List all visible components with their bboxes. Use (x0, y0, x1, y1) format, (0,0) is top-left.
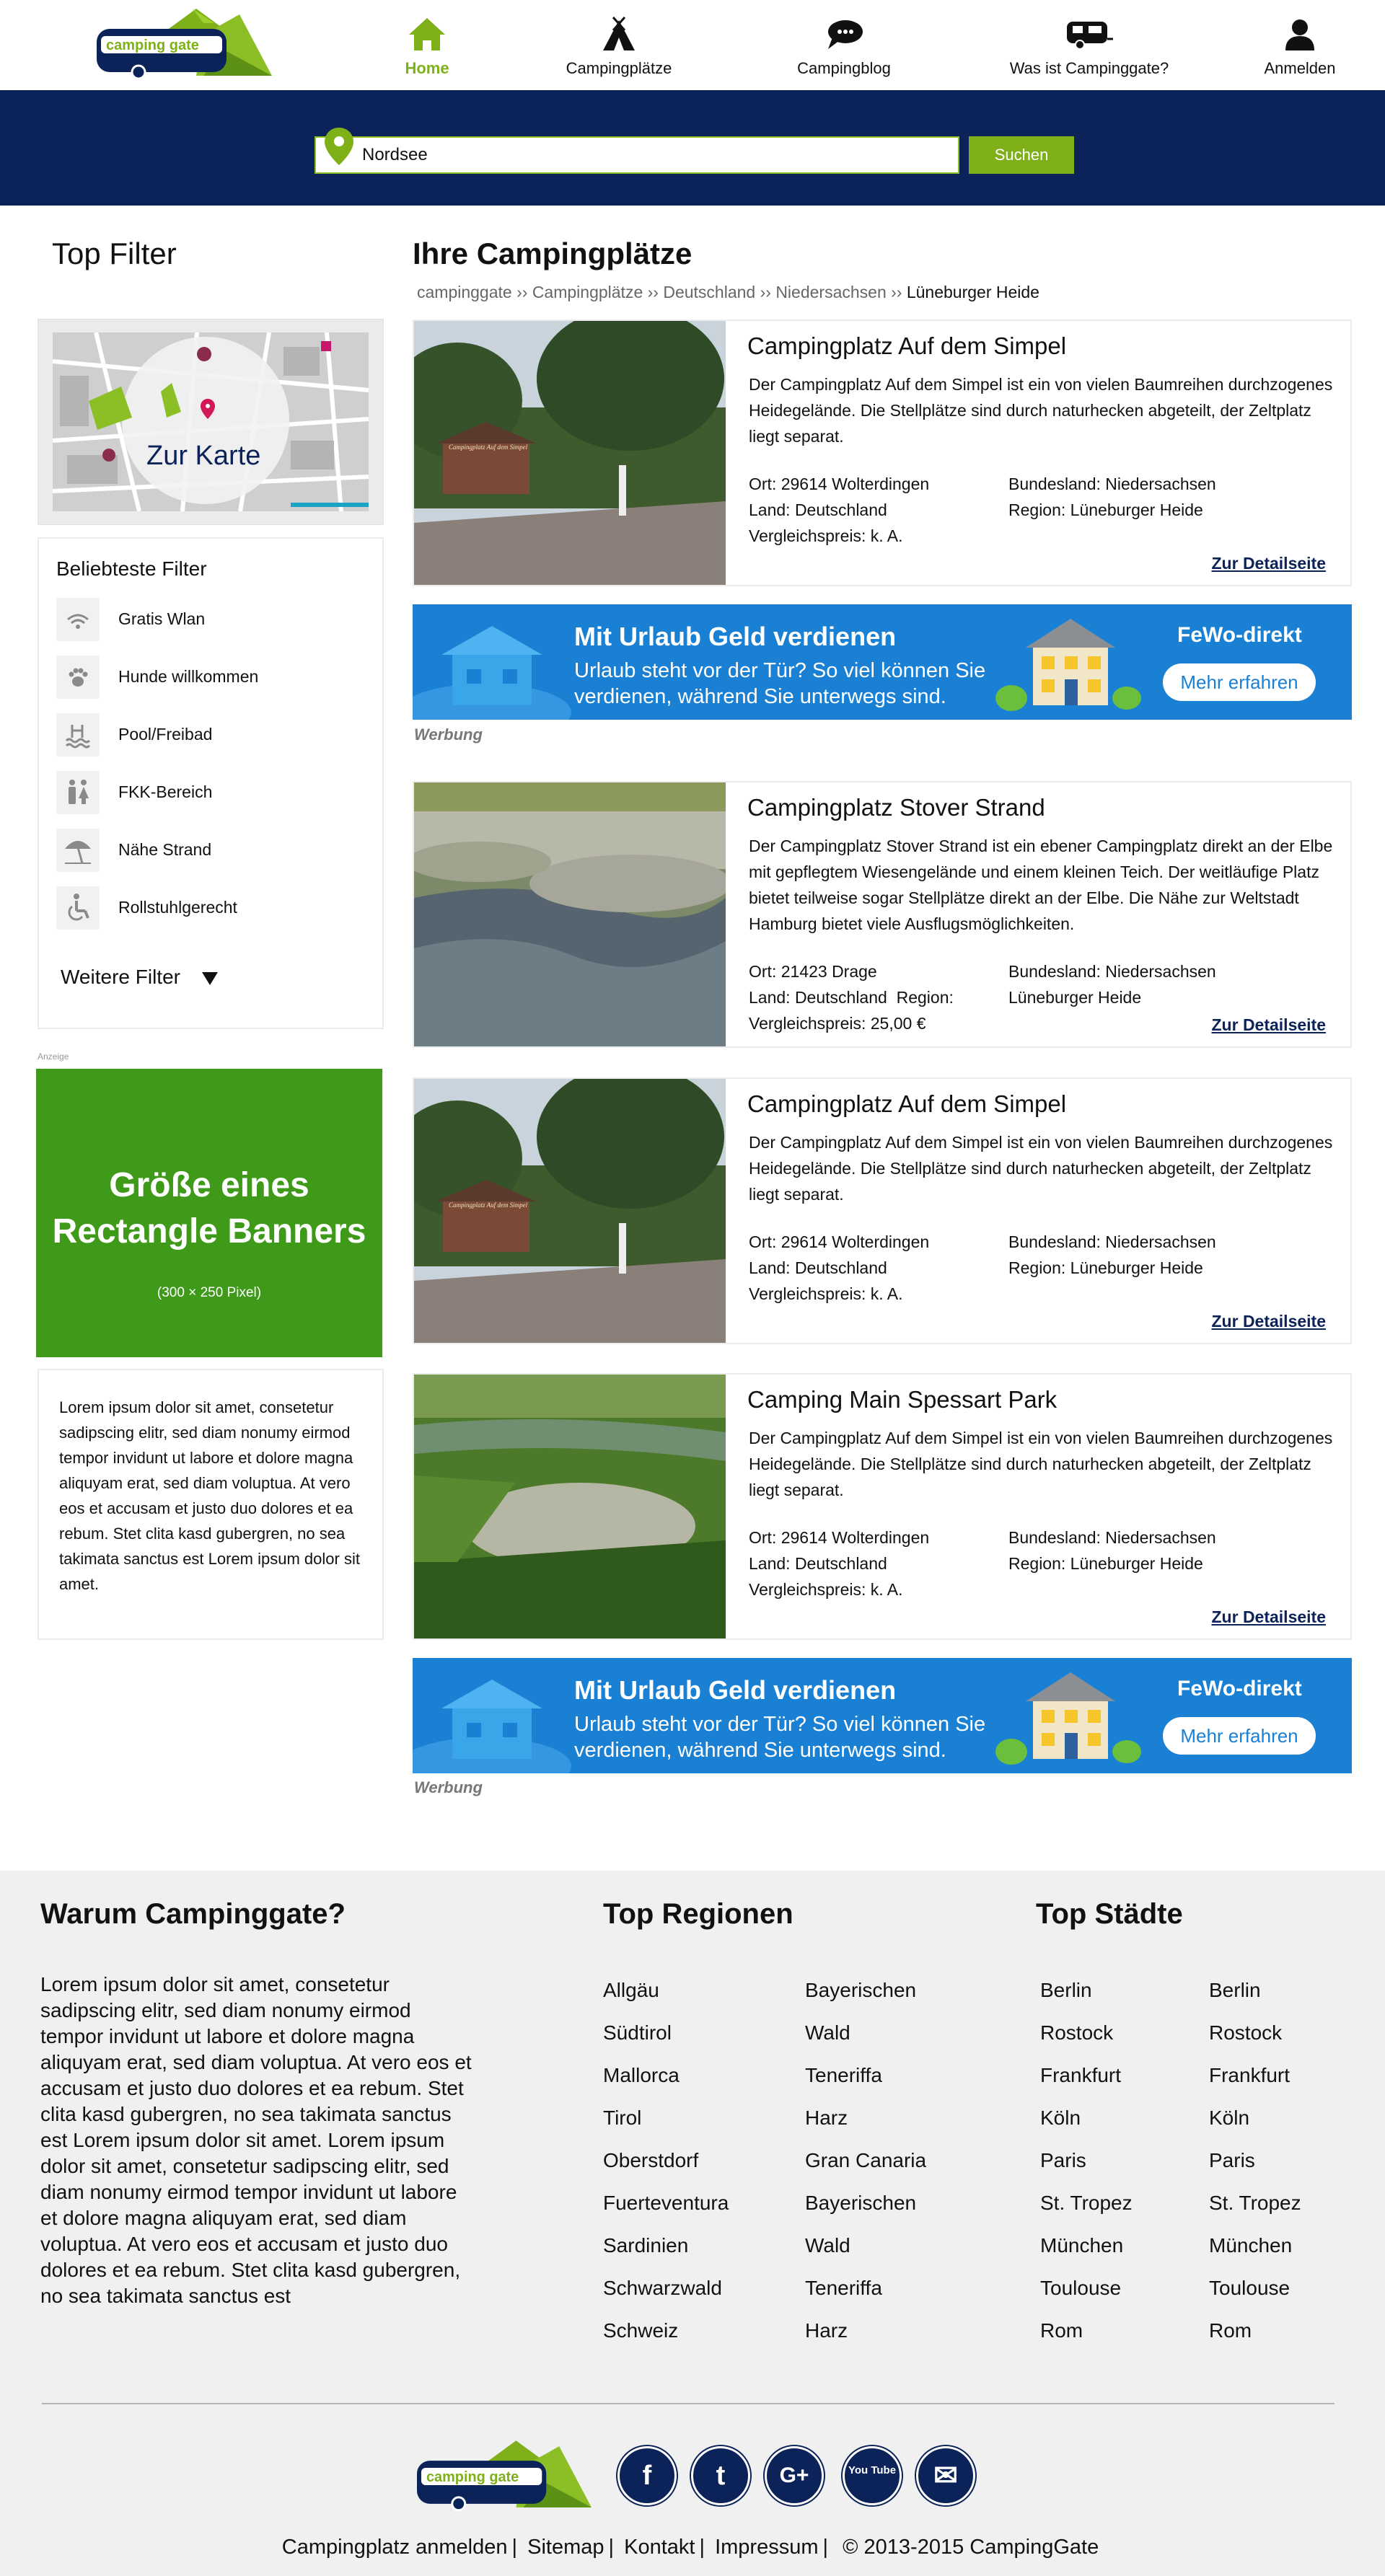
campsite-preis: Vergleichspreis: k. A. (749, 526, 903, 545)
campsite-bundesland: Bundesland: Niedersachsen (1008, 1528, 1216, 1547)
google-plus-icon[interactable]: G+ (765, 2446, 824, 2505)
pool-icon (56, 713, 100, 757)
footer-cities-list-1 (1040, 1969, 1133, 2352)
region-link[interactable]: Fuerteventura (603, 2192, 729, 2214)
campsite-preis: Vergleichspreis: k. A. (749, 1580, 903, 1599)
campsite-ort: Ort: 29614 Wolterdingen (749, 475, 930, 493)
campsite-land: Land: Deutschland (749, 1258, 887, 1277)
mail-icon[interactable]: ✉ (916, 2446, 975, 2505)
breadcrumb-separator: ›› (511, 283, 532, 301)
facebook-icon[interactable]: f (617, 2446, 677, 2505)
ad-title: Mit Urlaub Geld verdienen (574, 622, 897, 651)
campsite-bundesland: Bundesland: Niedersachsen (1008, 962, 1216, 981)
ad-label: Werbung (414, 725, 483, 744)
breadcrumb-current: Lüneburger Heide (906, 283, 1039, 301)
filter-card (38, 537, 384, 1029)
campsite-preis: Vergleichspreis: k. A. (749, 1284, 903, 1303)
top-filter-title: Top Filter (52, 237, 177, 270)
footer-link-sitemap[interactable]: Sitemap (527, 2536, 604, 2559)
wheelchair-icon (56, 886, 100, 930)
campsite-bundesland: Bundesland: Niedersachsen (1008, 1232, 1216, 1251)
campsite-card[interactable] (413, 1077, 1352, 1344)
campsite-preis: Vergleichspreis: 25,00 € (749, 1014, 926, 1033)
campsite-title[interactable]: Campingplatz Auf dem Simpel (747, 1090, 1067, 1117)
city-link[interactable]: Köln (1209, 2107, 1250, 2129)
campsite-land-region (749, 984, 954, 1010)
ad-cta-button[interactable]: Mehr erfahren (1163, 1717, 1316, 1755)
city-link[interactable]: Rostock (1209, 2021, 1283, 2044)
ad-note: Anzeige (38, 1051, 69, 1062)
region-link[interactable]: Harz (805, 2319, 848, 2342)
footer-links (0, 2536, 1385, 2559)
nav-home[interactable] (333, 16, 521, 78)
region-link[interactable]: Teneriffa (805, 2277, 882, 2299)
campsite-meta (749, 1229, 929, 1307)
rectangle-banner-title-line1: Größe eines (109, 1166, 309, 1204)
campsite-photo[interactable] (414, 321, 726, 585)
filter-hunde-willkommen[interactable] (56, 656, 359, 699)
filter-label: FKK-Bereich (118, 782, 213, 801)
campsite-photo[interactable] (414, 782, 726, 1046)
ad-label: Werbung (414, 1778, 483, 1796)
campsite-card[interactable] (413, 1373, 1352, 1640)
site-footer (0, 1871, 1385, 2576)
campsite-region: Region: Lüneburger Heide (1008, 1554, 1203, 1573)
footer-link-separator: | (699, 2536, 705, 2559)
umbrella-icon (56, 829, 100, 872)
city-link[interactable]: Köln (1040, 2107, 1081, 2129)
campsite-card[interactable] (413, 319, 1352, 586)
campsite-meta (749, 1525, 929, 1602)
campsite-sign-text: Campingplatz Auf dem Simpel (449, 1201, 528, 1209)
fewo-brand: FeWo-direkt (1177, 623, 1302, 647)
region-link[interactable]: Bayerischen (805, 1979, 917, 2001)
city-link[interactable]: Frankfurt (1209, 2064, 1291, 2086)
people-icon (56, 771, 100, 814)
campsite-title[interactable]: Camping Main Spessart Park (747, 1386, 1058, 1413)
campsite-ort: Ort: 21423 Drage (749, 962, 877, 981)
campsite-sign-text: Campingplatz Auf dem Simpel (449, 444, 528, 451)
filter-label: Pool/Freibad (118, 725, 213, 744)
campsite-region: Region: Lüneburger Heide (1008, 500, 1203, 519)
site-header (0, 0, 1385, 90)
filter-pool-freibad[interactable] (56, 713, 359, 757)
more-filters-toggle[interactable] (61, 966, 218, 989)
region-link[interactable]: Bayerischen (805, 2192, 917, 2214)
detail-link[interactable]: Zur Detailseite (1211, 1312, 1326, 1331)
region-link[interactable]: Oberstdorf (603, 2149, 699, 2171)
paw-icon (56, 656, 100, 699)
filter-fkk-bereich[interactable] (56, 771, 359, 814)
wifi-icon (56, 598, 100, 641)
campsite-description: Der Campingplatz Auf dem Simpel ist ein von vielen Baumreihen durchzogenes Heidegelände. Die Stellplätze sind durch naturhecken abgeteilt, der Zeltplatz liegt separat. (749, 1429, 1333, 1499)
fewo-brand: FeWo-direkt (1177, 1677, 1302, 1701)
breadcrumb-item[interactable]: Campingplätze (532, 283, 643, 301)
city-link[interactable]: Rom (1040, 2319, 1083, 2342)
fewo-ad-banner[interactable] (413, 1658, 1352, 1773)
region-link[interactable]: Mallorca (603, 2064, 680, 2086)
footer-link-impressum[interactable]: Impressum (715, 2536, 819, 2559)
rectangle-banner-subtitle: (300 × 250 Pixel) (157, 1285, 262, 1300)
nav-campingblog[interactable] (750, 16, 938, 78)
filter-naehe-strand[interactable] (56, 829, 359, 872)
page-title: Ihre Campingplätze (413, 237, 692, 270)
campinggate-logo[interactable] (95, 7, 272, 79)
nav-campingblog-label: Campingblog (797, 59, 891, 77)
campsite-bundesland: Bundesland: Niedersachsen (1008, 475, 1216, 493)
city-link[interactable]: St. Tropez (1040, 2192, 1133, 2214)
city-link[interactable]: Frankfurt (1040, 2064, 1122, 2086)
city-link[interactable]: St. Tropez (1209, 2192, 1301, 2214)
nav-home-label: Home (405, 59, 449, 77)
breadcrumb-separator: ›› (643, 283, 664, 301)
campsite-meta-right (1008, 1229, 1216, 1281)
detail-link[interactable]: Zur Detailseite (1211, 1607, 1326, 1626)
user-icon (1280, 16, 1320, 52)
campsite-photo[interactable] (414, 1375, 726, 1638)
city-link[interactable]: Rostock (1040, 2021, 1114, 2044)
region-link[interactable]: Schwarzwald (603, 2277, 722, 2299)
footer-link-separator: | (608, 2536, 615, 2559)
caravan-icon (1064, 16, 1114, 52)
city-link[interactable]: Toulouse (1209, 2277, 1291, 2299)
footer-cities-list-2 (1209, 1969, 1301, 2352)
campsite-description: Der Campingplatz Auf dem Simpel ist ein von vielen Baumreihen durchzogenes Heidegelände. Die Stellplätze sind durch naturhecken abgeteilt, der Zeltplatz liegt separat. (749, 1133, 1333, 1204)
city-link[interactable]: Berlin (1040, 1979, 1092, 2001)
ad-text: Urlaub steht vor der Tür? So viel können Sie verdienen, während Sie unterwegs sind. (574, 659, 986, 708)
campsite-meta (749, 958, 954, 1036)
footer-divider (42, 2403, 1335, 2404)
fewo-ad-banner[interactable] (413, 604, 1352, 720)
campsite-meta-right (1008, 1525, 1216, 1576)
campsite-region: Lüneburger Heide (1008, 988, 1142, 1007)
city-link[interactable]: Rom (1209, 2319, 1252, 2342)
breadcrumb-item[interactable]: campinggate (417, 283, 512, 301)
campsite-ort: Ort: 29614 Wolterdingen (749, 1232, 930, 1251)
campsite-photo[interactable] (414, 1079, 726, 1343)
filter-gratis-wlan[interactable] (56, 598, 359, 641)
location-pin-icon (323, 126, 355, 167)
region-link[interactable]: Gran Canaria (805, 2149, 927, 2171)
nav-was-ist-campinggate-label: Was ist Campinggate? (1009, 59, 1169, 77)
nav-anmelden[interactable] (1206, 16, 1385, 78)
region-link[interactable]: Tirol (603, 2107, 642, 2129)
ad-cta-button[interactable]: Mehr erfahren (1163, 663, 1316, 701)
breadcrumb-item[interactable]: Niedersachsen (775, 283, 887, 301)
breadcrumb-separator: ›› (886, 283, 907, 301)
campsite-title[interactable]: Campingplatz Auf dem Simpel (747, 332, 1067, 359)
city-link[interactable]: Berlin (1209, 1979, 1261, 2001)
svg-text:camping gate: camping gate (426, 2469, 519, 2485)
breadcrumb-separator: ›› (755, 283, 776, 301)
breadcrumb-item[interactable]: Deutschland (663, 283, 756, 301)
chat-bubble-icon (824, 16, 864, 52)
city-link[interactable]: Paris (1209, 2149, 1255, 2171)
city-link[interactable]: Toulouse (1040, 2277, 1122, 2299)
map-thumbnail (53, 332, 369, 511)
footer-link-kontakt[interactable]: Kontakt (624, 2536, 695, 2559)
twitter-icon[interactable]: t (691, 2446, 750, 2505)
city-link[interactable]: München (1209, 2234, 1293, 2257)
region-link[interactable]: Schweiz (603, 2319, 679, 2342)
footer-why-text: Lorem ipsum dolor sit amet, consetetur sadipscing elitr, sed diam nonumy eirmod tempor invidunt ut labore et dolore magna aliquyam erat, sed diam voluptua. At vero eos et accusam et justo duo dolores et ea rebum. Stet clita kasd gubergren, no sea takimata sanctus est Lorem ipsum dolor sit amet. Lorem ipsum dolor sit amet, consetetur sadipscing elitr, sed diam nonumy eirmod tempor invidunt ut labore et dolore magna aliquyam erat, sed diam voluptua. At vero eos et accusam et justo duo dolores et ea rebum. Stet clita kasd gubergren, no sea takimata sanctus est (40, 1973, 472, 2307)
campinggate-logo[interactable] (416, 2439, 592, 2511)
ad-title: Mit Urlaub Geld verdienen (574, 1675, 897, 1705)
campsite-description: Der Campingplatz Stover Strand ist ein ebener Campingplatz direkt an der Elbe mit gepflegtem Wiesengelände und einem kleinen Teich. Der weitläufige Platz bietet teilweise sogar Stellplätze direkt an der Elbe. Die Nähe zur Weltstadt Hamburg bietet viele Ausflugsmöglichkeiten. (749, 837, 1333, 933)
search-bar (0, 90, 1385, 206)
region-link[interactable]: Harz (805, 2107, 848, 2129)
campsite-land: Land: Deutschland (749, 1554, 887, 1573)
svg-text:camping gate: camping gate (106, 38, 199, 53)
region-link[interactable]: Teneriffa (805, 2064, 882, 2086)
nav-campingplaetze[interactable] (525, 16, 713, 78)
detail-link[interactable]: Zur Detailseite (1211, 554, 1326, 573)
filter-label: Gratis Wlan (118, 609, 206, 628)
more-filters-label: Weitere Filter (61, 966, 180, 988)
footer-cities-title: Top Städte (1036, 1898, 1183, 1930)
footer-link-campingplatz-anmelden[interactable]: Campingplatz anmelden (281, 2536, 508, 2559)
map-card[interactable] (38, 319, 384, 525)
campsite-description: Der Campingplatz Auf dem Simpel ist ein von vielen Baumreihen durchzogenes Heidegelände. Die Stellplätze sind durch naturhecken abgeteilt, der Zeltplatz liegt separat. (749, 375, 1333, 446)
footer-link-separator: | (511, 2536, 518, 2559)
search-button[interactable]: Suchen (969, 136, 1074, 174)
sidebar-lorem-text: Lorem ipsum dolor sit amet, consetetur sadipscing elitr, sed diam nonumy eirmod tempor invidunt ut labore et dolore magna aliquyam erat, sed diam voluptua. At vero eos et accusam et justo duo dolores et ea rebum. Stet clita kasd gubergren, no sea takimata sanctus est Lorem ipsum dolor sit amet. (59, 1398, 360, 1593)
youtube-icon[interactable]: You Tube (843, 2446, 902, 2505)
footer-why-title: Warum Campinggate? (40, 1898, 346, 1930)
campsite-meta-right (1008, 471, 1216, 523)
search-field[interactable] (315, 136, 959, 174)
region-link[interactable]: Allgäu (603, 1979, 659, 2001)
nav-anmelden-label: Anmelden (1264, 59, 1336, 77)
map-label: Zur Karte (146, 441, 261, 471)
breadcrumb (417, 283, 1039, 302)
detail-link[interactable]: Zur Detailseite (1211, 1015, 1326, 1034)
triangle-down-icon (202, 972, 218, 985)
city-link[interactable]: Paris (1040, 2149, 1086, 2171)
campsite-region: Region: Lüneburger Heide (1008, 1258, 1203, 1277)
filter-label: Rollstuhlgerecht (118, 898, 237, 917)
nav-was-ist-campinggate[interactable] (995, 16, 1183, 78)
campsite-ort: Ort: 29614 Wolterdingen (749, 1528, 930, 1547)
rectangle-banner-title-line2: Rectangle Banners (52, 1212, 366, 1250)
campsite-title[interactable]: Campingplatz Stover Strand (747, 794, 1045, 821)
footer-link-separator: | (822, 2536, 829, 2559)
filter-rollstuhlgerecht[interactable] (56, 886, 359, 930)
rectangle-banner-title (36, 1163, 382, 1255)
footer-regions-list-2 (805, 1969, 926, 2352)
filter-label: Nähe Strand (118, 840, 212, 859)
campsite-land: Land: Deutschland (749, 988, 887, 1007)
campsite-land: Land: Deutschland (749, 500, 887, 519)
footer-regions-title: Top Regionen (603, 1898, 793, 1930)
campsite-meta-right (1008, 958, 1216, 1010)
search-input[interactable] (362, 138, 954, 172)
ad-text: Urlaub steht vor der Tür? So viel können Sie verdienen, während Sie unterwegs sind. (574, 1713, 986, 1762)
copyright: © 2013-2015 CampingGate (843, 2536, 1099, 2559)
home-icon (407, 16, 447, 52)
filter-title: Beliebteste Filter (56, 557, 207, 580)
campsite-card[interactable] (413, 781, 1352, 1048)
footer-regions-list-1 (603, 1969, 729, 2352)
region-link[interactable]: Wald (805, 2021, 850, 2044)
campsite-meta (749, 471, 929, 549)
region-link[interactable]: Sardinien (603, 2234, 689, 2257)
city-link[interactable]: München (1040, 2234, 1124, 2257)
sidebar-text-card (38, 1369, 384, 1640)
region-link[interactable]: Südtirol (603, 2021, 672, 2044)
filter-label: Hunde willkommen (118, 667, 259, 686)
campsite-region-label: Region: (896, 988, 954, 1007)
nav-campingplaetze-label: Campingplätze (566, 59, 672, 77)
region-link[interactable]: Wald (805, 2234, 850, 2257)
tent-icon (599, 16, 639, 52)
rectangle-banner-ad[interactable] (36, 1069, 382, 1357)
